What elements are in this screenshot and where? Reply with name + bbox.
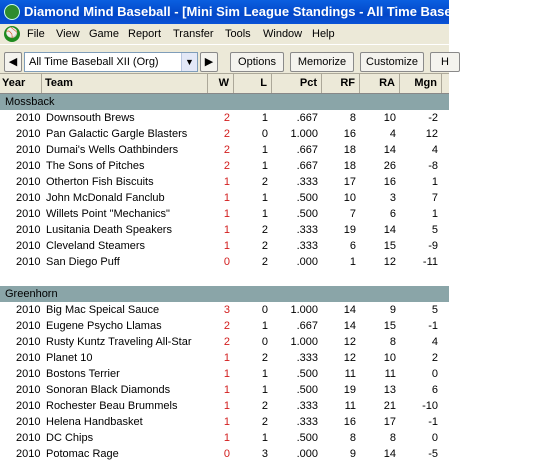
margin-cell: 1 [431, 208, 438, 220]
runs-against-cell: 21 [383, 400, 396, 412]
table-row[interactable] [0, 350, 449, 366]
next-arrow-icon[interactable]: ▶ [200, 52, 218, 72]
col-mgn[interactable]: Mgn [400, 74, 442, 93]
wins-cell: 1 [223, 192, 230, 204]
menu-window[interactable]: Window [263, 28, 303, 40]
year-cell: 2010 [16, 416, 41, 428]
losses-cell: 2 [261, 224, 268, 236]
wins-cell: 1 [223, 352, 230, 364]
table-row[interactable] [0, 158, 449, 174]
margin-cell: 7 [431, 192, 438, 204]
wins-cell: 2 [223, 336, 230, 348]
year-cell: 2010 [16, 336, 41, 348]
team-cell: Rochester Beau Brummels [46, 400, 178, 412]
losses-cell: 2 [261, 400, 268, 412]
table-row[interactable] [0, 334, 449, 350]
table-header [0, 74, 449, 94]
margin-cell: 4 [431, 144, 438, 156]
pct-cell: .333 [296, 176, 318, 188]
losses-cell: 1 [261, 320, 268, 332]
table-row[interactable] [0, 398, 449, 414]
pct-cell: 1.000 [290, 128, 318, 140]
pct-cell: .500 [296, 192, 318, 204]
runs-against-cell: 10 [383, 112, 396, 124]
team-cell: DC Chips [46, 432, 94, 444]
margin-cell: 2 [431, 352, 438, 364]
losses-cell: 0 [261, 336, 268, 348]
table-row[interactable] [0, 206, 449, 222]
pct-cell: .500 [296, 432, 318, 444]
losses-cell: 2 [261, 352, 268, 364]
runs-for-cell: 17 [343, 176, 356, 188]
menu-report[interactable]: Report [128, 28, 162, 40]
team-cell: Rusty Kuntz Traveling All-Star [46, 336, 192, 348]
pct-cell: 1.000 [290, 304, 318, 316]
pct-cell: .667 [296, 144, 318, 156]
losses-cell: 1 [261, 384, 268, 396]
wins-cell: 3 [223, 304, 230, 316]
runs-for-cell: 11 [344, 368, 356, 380]
team-cell: Eugene Psycho Llamas [46, 320, 162, 332]
wins-cell: 1 [223, 416, 230, 428]
margin-cell: 5 [431, 224, 438, 236]
wins-cell: 0 [223, 256, 230, 268]
runs-against-cell: 13 [383, 384, 396, 396]
wins-cell: 1 [223, 240, 230, 252]
margin-cell: -9 [428, 240, 438, 252]
app-icon [4, 4, 20, 20]
margin-cell: -10 [422, 400, 438, 412]
runs-against-cell: 11 [384, 368, 396, 380]
runs-against-cell: 12 [383, 256, 396, 268]
year-cell: 2010 [16, 144, 41, 156]
extra-button[interactable]: H [430, 52, 460, 72]
team-cell: Pan Galactic Gargle Blasters [46, 128, 188, 140]
team-cell: Potomac Rage [46, 448, 119, 460]
year-cell: 2010 [16, 448, 41, 460]
table-row[interactable] [0, 238, 449, 254]
menu-tools[interactable]: Tools [225, 28, 251, 40]
losses-cell: 1 [261, 192, 268, 204]
runs-against-cell: 9 [389, 304, 396, 316]
window-title: Diamond Mind Baseball - [Mini Sim League Standings - All Time Baseball XII (Org)] [24, 4, 533, 19]
menu-view[interactable]: View [56, 28, 80, 40]
runs-for-cell: 14 [343, 320, 356, 332]
runs-for-cell: 8 [349, 112, 356, 124]
runs-for-cell: 19 [343, 224, 356, 236]
options-button[interactable]: Options [230, 52, 284, 72]
margin-cell: -2 [428, 112, 438, 124]
team-cell: Downsouth Brews [46, 112, 135, 124]
margin-cell: -8 [428, 160, 438, 172]
toolbar [0, 44, 449, 74]
losses-cell: 3 [261, 448, 268, 460]
wins-cell: 1 [223, 368, 230, 380]
runs-against-cell: 26 [383, 160, 396, 172]
year-cell: 2010 [16, 240, 41, 252]
pct-cell: .667 [296, 112, 318, 124]
runs-against-cell: 8 [389, 336, 396, 348]
wins-cell: 2 [223, 128, 230, 140]
year-cell: 2010 [16, 256, 41, 268]
pct-cell: .500 [296, 368, 318, 380]
pct-cell: .333 [296, 240, 318, 252]
losses-cell: 2 [261, 176, 268, 188]
menu-file[interactable]: File [27, 28, 45, 40]
team-cell: Big Mac Speical Sauce [46, 304, 160, 316]
runs-for-cell: 18 [343, 144, 356, 156]
losses-cell: 1 [261, 432, 268, 444]
pct-cell: .667 [296, 160, 318, 172]
team-cell: Otherton Fish Biscuits [46, 176, 154, 188]
year-cell: 2010 [16, 192, 41, 204]
customize-button[interactable]: Customize [360, 52, 424, 72]
losses-cell: 2 [261, 240, 268, 252]
col-year[interactable]: Year [0, 74, 42, 93]
runs-against-cell: 15 [383, 240, 396, 252]
losses-cell: 0 [261, 304, 268, 316]
year-cell: 2010 [16, 400, 41, 412]
table-row[interactable] [0, 174, 449, 190]
runs-for-cell: 11 [344, 400, 356, 412]
pct-cell: .000 [296, 256, 318, 268]
document-icon[interactable]: ⚾ [4, 26, 20, 42]
margin-cell: 4 [431, 336, 438, 348]
wins-cell: 1 [223, 432, 230, 444]
wins-cell: 0 [223, 448, 230, 460]
margin-cell: -1 [428, 416, 438, 428]
pct-cell: .667 [296, 320, 318, 332]
margin-cell: 12 [425, 128, 438, 140]
pct-cell: .333 [296, 416, 318, 428]
col-rf[interactable]: RF [322, 74, 360, 93]
team-cell: Helena Handbasket [46, 416, 143, 428]
menu-bar [0, 24, 449, 44]
col-l[interactable]: L [234, 74, 272, 93]
runs-against-cell: 17 [383, 416, 396, 428]
runs-against-cell: 15 [383, 320, 396, 332]
table-row[interactable] [0, 222, 449, 238]
table-row[interactable] [0, 382, 449, 398]
runs-for-cell: 14 [343, 304, 356, 316]
pct-cell: .333 [296, 224, 318, 236]
table-row[interactable] [0, 414, 449, 430]
runs-for-cell: 18 [343, 160, 356, 172]
year-cell: 2010 [16, 224, 41, 236]
runs-against-cell: 16 [383, 176, 396, 188]
margin-cell: 6 [431, 384, 438, 396]
runs-for-cell: 8 [349, 432, 356, 444]
runs-for-cell: 16 [343, 416, 356, 428]
runs-against-cell: 14 [383, 224, 396, 236]
year-cell: 2010 [16, 128, 41, 140]
table-row[interactable] [0, 302, 449, 318]
wins-cell: 1 [223, 176, 230, 188]
year-cell: 2010 [16, 368, 41, 380]
wins-cell: 1 [223, 384, 230, 396]
losses-cell: 1 [261, 112, 268, 124]
table-row[interactable] [0, 446, 449, 462]
wins-cell: 2 [223, 112, 230, 124]
wins-cell: 1 [223, 224, 230, 236]
margin-cell: -11 [422, 256, 438, 268]
runs-for-cell: 10 [343, 192, 356, 204]
table-row[interactable] [0, 366, 449, 382]
table-row[interactable] [0, 190, 449, 206]
runs-for-cell: 9 [349, 448, 356, 460]
runs-for-cell: 12 [343, 336, 356, 348]
margin-cell: 1 [431, 176, 438, 188]
year-cell: 2010 [16, 176, 41, 188]
losses-cell: 2 [261, 256, 268, 268]
runs-against-cell: 4 [389, 128, 396, 140]
wins-cell: 1 [223, 208, 230, 220]
team-cell: San Diego Puff [46, 256, 120, 268]
year-cell: 2010 [16, 112, 41, 124]
pct-cell: 1.000 [290, 336, 318, 348]
menu-transfer[interactable]: Transfer [173, 28, 214, 40]
team-cell: Lusitania Death Speakers [46, 224, 172, 236]
wins-cell: 2 [223, 320, 230, 332]
runs-against-cell: 14 [383, 448, 396, 460]
margin-cell: 0 [431, 432, 438, 444]
losses-cell: 1 [261, 160, 268, 172]
year-cell: 2010 [16, 352, 41, 364]
runs-for-cell: 7 [349, 208, 356, 220]
table-row[interactable] [0, 254, 449, 270]
col-pct[interactable]: Pct [272, 74, 322, 93]
year-cell: 2010 [16, 432, 41, 444]
title-bar [0, 0, 533, 24]
year-cell: 2010 [16, 384, 41, 396]
runs-against-cell: 3 [389, 192, 396, 204]
runs-for-cell: 12 [343, 352, 356, 364]
pct-cell: .333 [296, 352, 318, 364]
col-team[interactable]: Team [42, 74, 208, 93]
table-row[interactable] [0, 430, 449, 446]
losses-cell: 0 [261, 128, 268, 140]
losses-cell: 1 [261, 208, 268, 220]
chevron-down-icon[interactable]: ▼ [181, 53, 197, 71]
team-cell: Bostons Terrier [46, 368, 120, 380]
menu-help[interactable]: Help [312, 28, 335, 40]
table-row[interactable] [0, 318, 449, 334]
league-select-value: All Time Baseball XII (Org) [29, 56, 159, 68]
margin-cell: 0 [431, 368, 438, 380]
runs-against-cell: 10 [383, 352, 396, 364]
runs-against-cell: 6 [389, 208, 396, 220]
runs-for-cell: 16 [343, 128, 356, 140]
table-row[interactable] [0, 126, 449, 142]
year-cell: 2010 [16, 160, 41, 172]
runs-against-cell: 14 [383, 144, 396, 156]
team-cell: Cleveland Steamers [46, 240, 146, 252]
runs-for-cell: 6 [349, 240, 356, 252]
losses-cell: 2 [261, 416, 268, 428]
prev-arrow-icon[interactable]: ◀ [4, 52, 22, 72]
team-cell: John McDonald Fanclub [46, 192, 165, 204]
col-ra[interactable]: RA [360, 74, 400, 93]
team-cell: Planet 10 [46, 352, 93, 364]
division-header: Greenhorn [0, 286, 449, 302]
pct-cell: .000 [296, 448, 318, 460]
year-cell: 2010 [16, 320, 41, 332]
runs-for-cell: 1 [349, 256, 356, 268]
table-row[interactable] [0, 110, 449, 126]
team-cell: The Sons of Pitches [46, 160, 145, 172]
wins-cell: 1 [223, 400, 230, 412]
pct-cell: .500 [296, 384, 318, 396]
margin-cell: -1 [428, 320, 438, 332]
margin-cell: 5 [431, 304, 438, 316]
wins-cell: 2 [223, 160, 230, 172]
year-cell: 2010 [16, 208, 41, 220]
division-header: Mossback [0, 94, 449, 110]
memorize-button[interactable]: Memorize [290, 52, 354, 72]
team-cell: Dumai's Wells Oathbinders [46, 144, 179, 156]
team-cell: Willets Point "Mechanics" [46, 208, 170, 220]
year-cell: 2010 [16, 304, 41, 316]
runs-for-cell: 19 [343, 384, 356, 396]
menu-game[interactable]: Game [89, 28, 119, 40]
runs-against-cell: 8 [389, 432, 396, 444]
losses-cell: 1 [261, 368, 268, 380]
margin-cell: -5 [428, 448, 438, 460]
table-row[interactable] [0, 142, 449, 158]
league-select[interactable] [24, 52, 198, 72]
pct-cell: .333 [296, 400, 318, 412]
wins-cell: 2 [223, 144, 230, 156]
pct-cell: .500 [296, 208, 318, 220]
losses-cell: 1 [261, 144, 268, 156]
team-cell: Sonoran Black Diamonds [46, 384, 171, 396]
col-w[interactable]: W [208, 74, 234, 93]
